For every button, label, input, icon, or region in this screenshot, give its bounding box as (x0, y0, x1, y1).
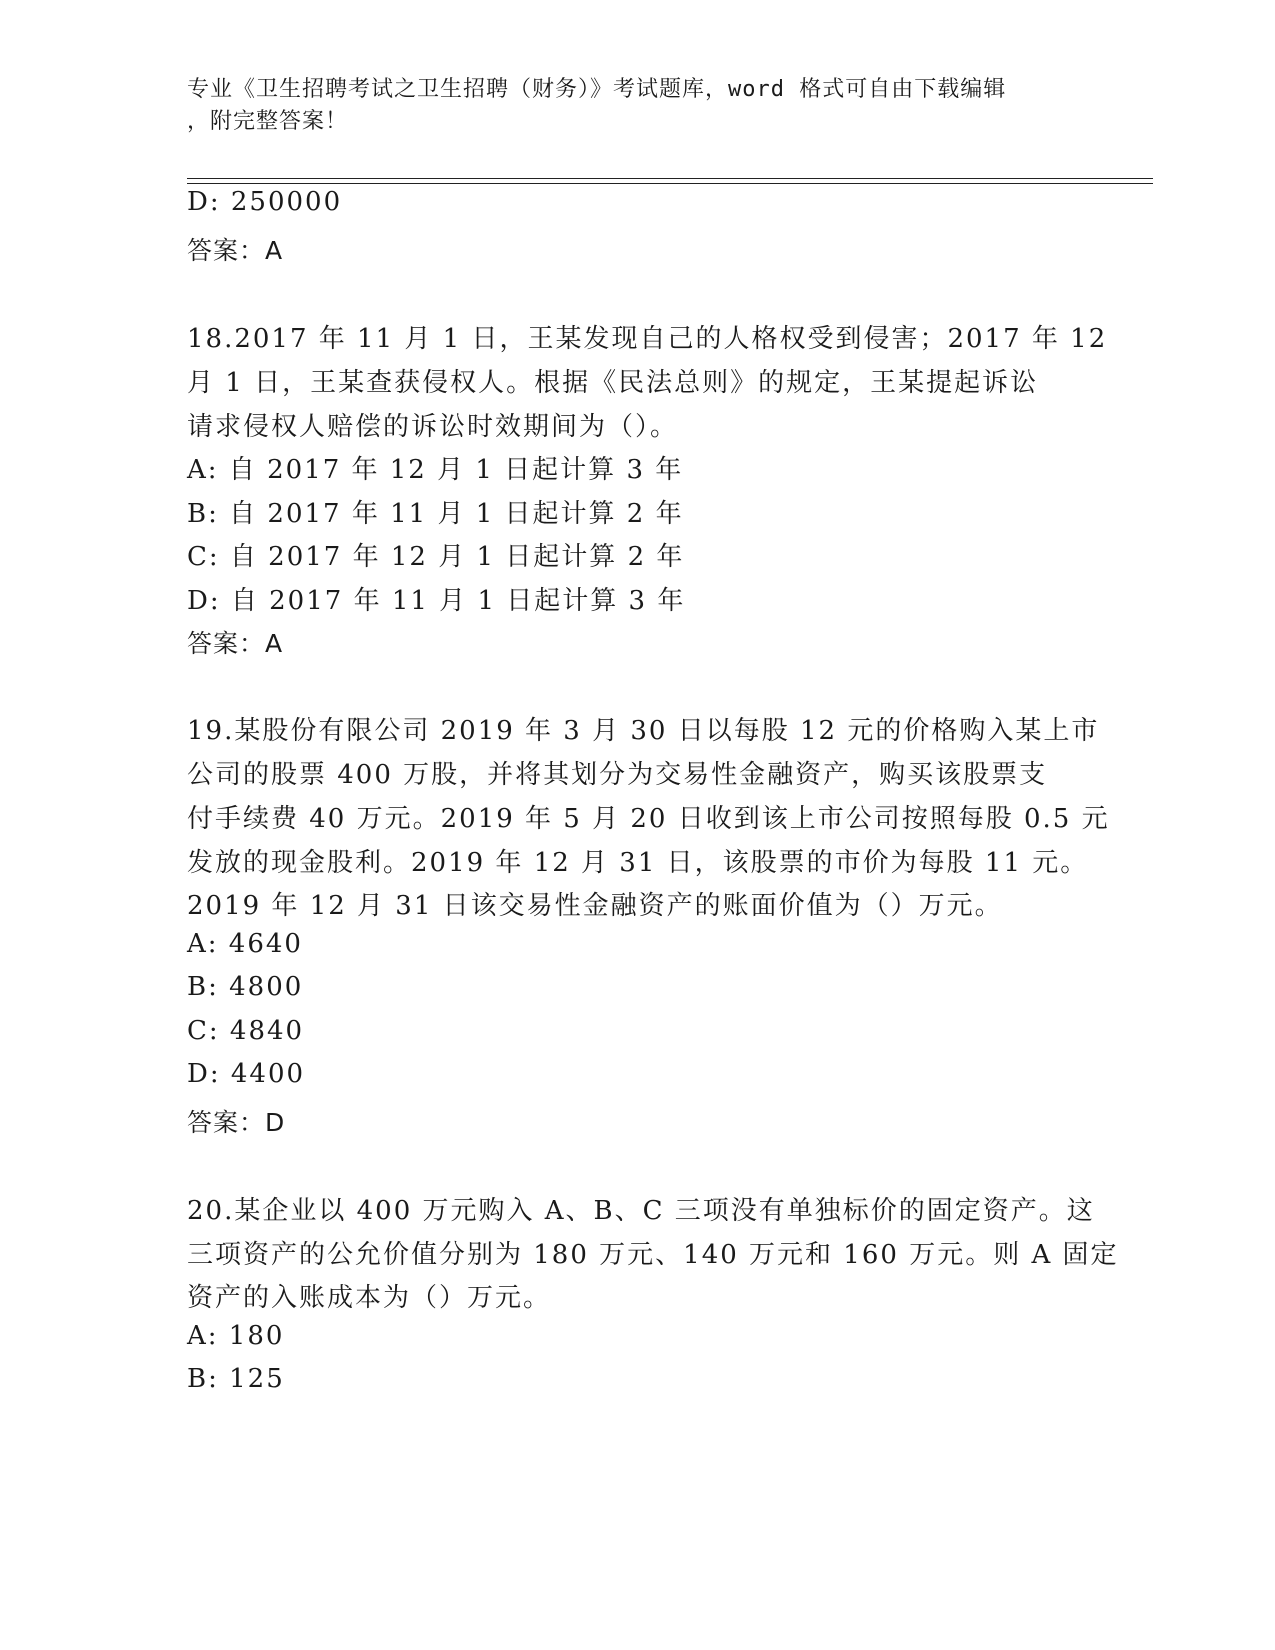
q19-option-a: A: 4640 (187, 929, 303, 959)
q19-option-b: B: 4800 (187, 972, 304, 1002)
q20-stem-line-2: 三项资产的公允价值分别为 180 万元、140 万元和 160 万元。则 A 固定 (187, 1240, 1119, 1270)
q18-stem-line-1: 18.2017 年 11 月 1 日，王某发现自己的人格权受到侵害；2017 年 12 (187, 324, 1108, 354)
q20-stem-line-1: 20.某企业以 400 万元购入 A、B、C 三项没有单独标价的固定资产。这 (187, 1196, 1095, 1226)
q19-stem-line-3: 付手续费 40 万元。2019 年 5 月 20 日收到该上市公司按照每股 0.5 元 (187, 804, 1110, 834)
q18-stem-line-2: 月 1 日，王某查获侵权人。根据《民法总则》的规定，王某提起诉讼 (187, 368, 1039, 398)
q19-stem-line-1: 19.某股份有限公司 2019 年 3 月 30 日以每股 12 元的价格购入某上市 (187, 716, 1100, 746)
header-line-2: ，附完整答案！ (187, 109, 349, 134)
q19-stem-line-2: 公司的股票 400 万股，并将其划分为交易性金融资产，购买该股票支 (187, 760, 1048, 790)
q18-option-a: A: 自 2017 年 12 月 1 日起计算 3 年 (187, 455, 684, 485)
q18-option-c: C: 自 2017 年 12 月 1 日起计算 2 年 (187, 542, 685, 572)
q19-stem-line-5: 2019 年 12 月 31 日该交易性金融资产的账面价值为（）万元。 (187, 891, 1003, 921)
prev-option-d: D: 250000 (187, 187, 343, 217)
q19-option-c: C: 4840 (187, 1016, 305, 1046)
q19-option-d: D: 4400 (187, 1059, 306, 1089)
q18-option-d: D: 自 2017 年 11 月 1 日起计算 3 年 (187, 586, 686, 616)
header-divider-bottom (187, 183, 1153, 184)
q18-stem-line-3: 请求侵权人赔偿的诉讼时效期间为（）。 (187, 412, 679, 442)
q19-answer: 答案：D (187, 1108, 286, 1137)
header-line-1: 专业《卫生招聘考试之卫生招聘（财务）》考试题库，word 格式可自由下载编辑 (187, 77, 1007, 102)
header-divider-top (187, 178, 1153, 179)
q20-stem-line-3: 资产的入账成本为（）万元。 (187, 1283, 552, 1313)
q18-answer: 答案：A (187, 629, 284, 658)
q18-option-b: B: 自 2017 年 11 月 1 日起计算 2 年 (187, 499, 684, 529)
q20-option-a: A: 180 (187, 1321, 285, 1351)
q20-option-b: B: 125 (187, 1364, 285, 1394)
prev-answer: 答案：A (187, 236, 284, 265)
page-header (187, 74, 1087, 138)
q19-stem-line-4: 发放的现金股利。2019 年 12 月 31 日，该股票的市价为每股 11 元。 (187, 848, 1089, 878)
